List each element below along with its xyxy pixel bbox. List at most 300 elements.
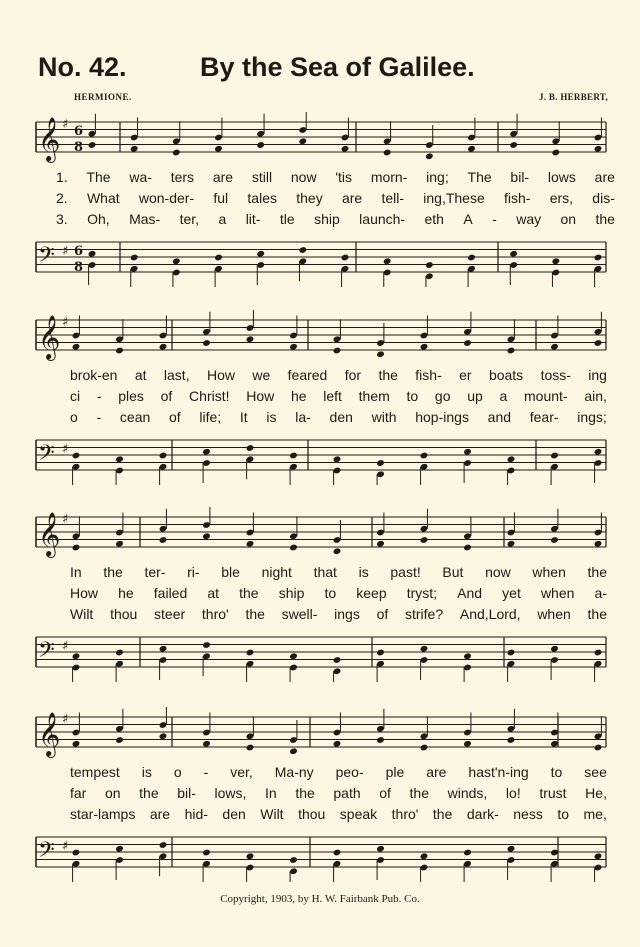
lyric-word: left [323,388,342,404]
composer-credit: J. B. HERBERT, [539,92,608,102]
lyric-word: night [261,564,292,580]
lyric-word: of [160,388,173,404]
lyric-word: la- [295,409,311,425]
tune-name: HERMIONE. [74,92,132,102]
note-head [289,452,298,460]
lyric-word: are [594,169,615,185]
note-head [467,145,476,153]
lyric-word: thro' [391,806,419,822]
lyric-word: of [168,409,181,425]
note-head [289,856,298,864]
note-head [202,740,211,748]
music-system [0,707,640,897]
lyric-word: brok-en [70,367,118,383]
note-head [507,736,516,744]
note-head [376,459,385,467]
lyric-word: he [290,388,307,404]
lyric-word: hid- [184,806,208,822]
lyric-word: a- [594,585,607,601]
treble-clef-icon: 𝄞 [38,712,61,756]
note-head [72,849,81,857]
treble-clef-icon: 𝄞 [38,315,61,359]
note-head [202,339,211,347]
lyric-word: ship [314,211,340,227]
lyric-word: - [96,388,102,404]
note-head [115,347,124,355]
lyric-word: the [295,785,315,801]
key-signature-sharp-icon: ♯ [62,442,69,457]
lyric-word: the [103,564,123,580]
lyric-word: me, [583,806,607,822]
lyric-word: 'tis [335,169,353,185]
note-head [420,536,429,544]
bass-clef-icon: 𝄢 [38,638,55,668]
lyric-word: strife? [405,606,444,622]
note-head [115,540,124,548]
lyric-word: path [333,785,361,801]
verse-number: 1. [56,169,68,185]
lyric-word: yet [502,585,521,601]
note-head [159,343,168,351]
lyric-word: launch- [359,211,406,227]
lyric-word: How [246,388,275,404]
lyric-word: now [485,564,511,580]
lyric-word: peo- [335,764,364,780]
lyric-line [70,564,607,582]
note-head [256,141,265,149]
note-head [463,849,472,857]
lyric-word: the [595,211,615,227]
note-head [507,347,516,355]
lyric-word: way [516,211,542,227]
note-head [425,261,434,269]
lyric-word: What [86,190,120,206]
lyric-word: steer [154,606,186,622]
lyric-word: wa- [129,169,152,185]
lyric-word: go [434,388,451,404]
lyric-word: And,Lord, [459,606,521,622]
note-head [72,343,81,351]
key-signature-sharp-icon: ♯ [62,244,69,259]
lyric-word: of [376,606,389,622]
lyric-word: thro' [201,606,229,622]
bass-staff [36,242,606,275]
note-head [214,145,223,153]
lyric-word: boats [488,367,524,383]
lyric-word: failed [153,585,188,601]
lyric-word: lo! [505,785,521,801]
copyright-notice: Copyright, 1903, by H. W. Fairbank Pub. Co. [220,893,420,905]
note-head [333,547,342,555]
lyric-line [70,388,607,406]
lyric-word: we [252,367,271,383]
lyric-word: ci [70,388,81,404]
note-head [594,339,603,347]
note-head [172,257,181,265]
lyric-word: dis- [592,190,615,206]
verse-number: 3. [56,211,68,227]
lyric-word: fish- [415,367,442,383]
lyric-word: won-der- [138,190,195,206]
note-head [159,645,168,653]
lyric-word: to [550,764,563,780]
lyric-word: tryst; [406,585,438,601]
time-signature-bottom: 8 [74,260,84,275]
lyric-word: star-lamps [70,806,136,822]
lyric-word: bil- [177,785,196,801]
lyric-word: bil- [510,169,530,185]
lyric-word: tempest [70,764,120,780]
lyric-word: the [245,606,265,622]
lyric-word: trust [539,785,567,801]
note-head [130,254,139,262]
lyric-line [40,169,615,187]
lyric-word: ri- [187,564,200,580]
lyric-word: a [218,211,227,227]
note-head [594,540,603,548]
lyric-word: he [118,585,134,601]
note-head [159,841,168,849]
lyric-word: The [86,169,111,185]
lyric-word: Mas- [129,211,161,227]
lyric-word: ver, [230,764,253,780]
note-head [509,141,518,149]
note-head [298,246,307,254]
note-head [72,544,81,552]
note-head [463,740,472,748]
lyric-word: that [313,564,337,580]
note-head [159,536,168,544]
note-head [550,536,559,544]
note-head [550,343,559,351]
note-head [507,455,516,463]
key-signature-sharp-icon: ♯ [62,512,69,527]
note-head [246,852,255,860]
note-head [298,137,307,145]
lyric-word: o [70,409,78,425]
lyric-word: are [341,190,363,206]
note-head [420,645,429,653]
lyric-word: ful [213,190,229,206]
note-head [594,448,603,456]
lyric-word: hast'n-ing [468,764,529,780]
lyric-word: when [537,606,571,622]
note-head [376,845,385,853]
lyric-word: But [442,564,464,580]
note-head [202,849,211,857]
lyric-word: ers, [549,190,574,206]
note-head [289,747,298,755]
lyric-word: - [96,409,102,425]
lyric-word: at [134,367,147,383]
lyric-word: tell- [381,190,405,206]
note-head [509,250,518,258]
note-head [159,452,168,460]
lyric-word: Ma-ny [274,764,314,780]
lyric-word: they [296,190,323,206]
bass-clef-icon: 𝄢 [38,441,55,471]
note-head [341,145,350,153]
lyric-word: to [406,388,419,404]
note-head [159,732,168,740]
lyric-line [40,190,615,208]
note-head [333,849,342,857]
treble-clef-icon: 𝄞 [38,117,61,161]
music-system [0,112,640,302]
lyric-line [70,785,607,803]
note-head [376,649,385,657]
note-head [88,250,97,258]
lyric-word: hop-ings [415,409,469,425]
lyric-word: fish- [504,190,531,206]
lyric-word: with [371,409,397,425]
lyric-word: ble [221,564,240,580]
lyric-word: when [540,585,575,601]
note-head [72,740,81,748]
note-head [594,254,603,262]
lyric-word: is [358,564,369,580]
note-head [333,455,342,463]
lyric-word: swell- [281,606,318,622]
lyric-word: the [432,806,453,822]
note-head [289,343,298,351]
note-head [463,339,472,347]
verse-number: 2. [56,190,68,206]
lyric-word: ples [118,388,144,404]
lyric-word: - [492,211,497,227]
lyric-word: How [206,367,235,383]
lyric-word: are [149,806,171,822]
note-head [130,145,139,153]
note-head [72,652,81,660]
note-head [463,544,472,552]
note-head [246,649,255,657]
treble-clef-icon: 𝄞 [38,512,61,556]
lyric-word: feared [287,367,328,383]
lyric-word: the [587,564,607,580]
lyric-word: ain, [584,388,607,404]
note-head [246,540,255,548]
lyric-word: Christ! [189,388,230,404]
note-head [333,656,342,664]
lyric-word: them [358,388,390,404]
lyric-word: thou [110,606,138,622]
bass-clef-icon: 𝄢 [38,243,55,273]
note-head [115,455,124,463]
lyric-word: to [557,806,570,822]
lyric-word: tales [247,190,277,206]
lyric-word: are [212,169,234,185]
note-head [420,343,429,351]
lyric-word: lows [547,169,576,185]
lyric-word: o [173,764,182,780]
lyric-line [70,764,607,782]
lyric-word: The [467,169,492,185]
hymn-number: No. 42. [38,52,127,82]
note-head [550,452,559,460]
note-head [551,257,560,265]
lyric-word: ness [513,806,543,822]
lyric-word: now [290,169,317,185]
key-signature-sharp-icon: ♯ [62,639,69,654]
lyric-word: winds, [447,785,488,801]
lyric-line [70,409,607,427]
note-head [72,452,81,460]
lyric-word: ter- [144,564,166,580]
lyric-word: thou [298,806,326,822]
lyric-line [40,211,615,229]
lyric-word: last, [163,367,190,383]
lyric-word: In [265,785,277,801]
lyric-word: tle [279,211,295,227]
note-head [341,254,350,262]
lyric-word: er [459,367,472,383]
lyric-word: and [487,409,512,425]
lyric-word: morn- [370,169,408,185]
lyric-line [70,367,607,385]
lyric-word: a [499,388,508,404]
lyric-word: up [467,388,483,404]
note-head [214,254,223,262]
lyric-word: on [104,785,121,801]
lyric-word: lows, [214,785,247,801]
lyric-line [70,585,607,603]
hymn-title: By the Sea of Galilee. [200,52,475,82]
time-signature-top: 6 [74,124,84,139]
lyric-word: the [378,367,398,383]
lyric-word: when [532,564,566,580]
lyric-word: at [207,585,220,601]
lyric-word: A [463,211,473,227]
note-head [246,335,255,343]
lyric-word: toss- [540,367,571,383]
lyric-word: - [203,764,209,780]
lyric-word: the [139,785,159,801]
time-signature-top: 6 [74,244,84,259]
lyric-word: the [587,606,607,622]
music-system [0,310,640,500]
note-head [425,152,434,160]
note-head [507,649,516,657]
note-head [115,845,124,853]
note-head [376,736,385,744]
lyric-word: Oh, [87,211,110,227]
lyric-word: den [329,409,353,425]
note-head [594,852,603,860]
lyric-word: He, [585,785,607,801]
note-head [383,257,392,265]
lyric-word: on [560,211,577,227]
note-head [383,149,392,157]
note-head [550,645,559,653]
treble-staff [36,512,606,558]
bass-staff [36,837,606,868]
note-head [463,448,472,456]
note-head [463,652,472,660]
music-system [0,507,640,697]
lyric-line [70,606,607,624]
lyric-word: is [141,764,152,780]
lyric-word: dark- [466,806,499,822]
note-head [202,448,211,456]
lyric-word: still [251,169,273,185]
lyric-word: ings; [577,409,607,425]
lyric-word: It [239,409,248,425]
treble-staff [36,712,606,758]
lyric-word: keep [356,585,387,601]
note-head [289,652,298,660]
lyric-word: are [426,764,447,780]
note-head [594,649,603,657]
lyric-word: ter, [179,211,200,227]
note-head [172,149,181,157]
lyric-word: for [344,367,362,383]
note-head [551,149,560,157]
note-head [115,649,124,657]
key-signature-sharp-icon: ♯ [62,117,69,132]
note-head [467,254,476,262]
lyric-word: lit- [245,211,261,227]
lyric-word: fear- [529,409,559,425]
lyric-word: ings [334,606,360,622]
lyric-word: Wilt [70,606,94,622]
lyric-word: the [239,585,259,601]
lyric-word: ing [588,367,607,383]
lyric-word: far [70,785,87,801]
note-head [333,347,342,355]
note-head [246,444,255,452]
note-head [507,845,516,853]
bass-staff [36,440,606,471]
note-head [246,744,255,752]
note-head [420,852,429,860]
note-head [202,641,211,649]
lyric-word: mount- [524,388,568,404]
key-signature-sharp-icon: ♯ [62,712,69,727]
note-head [202,532,211,540]
lyric-word: to [324,585,337,601]
lyric-word: ple [385,764,405,780]
note-head [289,544,298,552]
lyric-word: past! [390,564,421,580]
note-head [115,736,124,744]
lyric-word: In [70,564,82,580]
lyric-word: the [409,785,430,801]
lyric-word: cean [119,409,151,425]
note-head [333,740,342,748]
note-head [594,744,603,752]
lyric-word: speak [339,806,378,822]
note-head [420,744,429,752]
lyric-word: eth [424,211,444,227]
note-head [507,540,516,548]
lyric-word: den [222,806,246,822]
note-head [376,350,385,358]
lyric-word: ing; [426,169,449,185]
treble-staff [36,117,606,163]
note-head [594,145,603,153]
key-signature-sharp-icon: ♯ [62,839,69,854]
lyric-word: ters [170,169,195,185]
lyric-word: ship [278,585,305,601]
bass-clef-icon: 𝄢 [38,838,55,868]
note-head [256,250,265,258]
time-signature-bottom: 8 [74,140,84,155]
lyric-word: And [457,585,483,601]
lyric-word: How [70,585,99,601]
lyric-word: life; [199,409,222,425]
key-signature-sharp-icon: ♯ [62,315,69,330]
